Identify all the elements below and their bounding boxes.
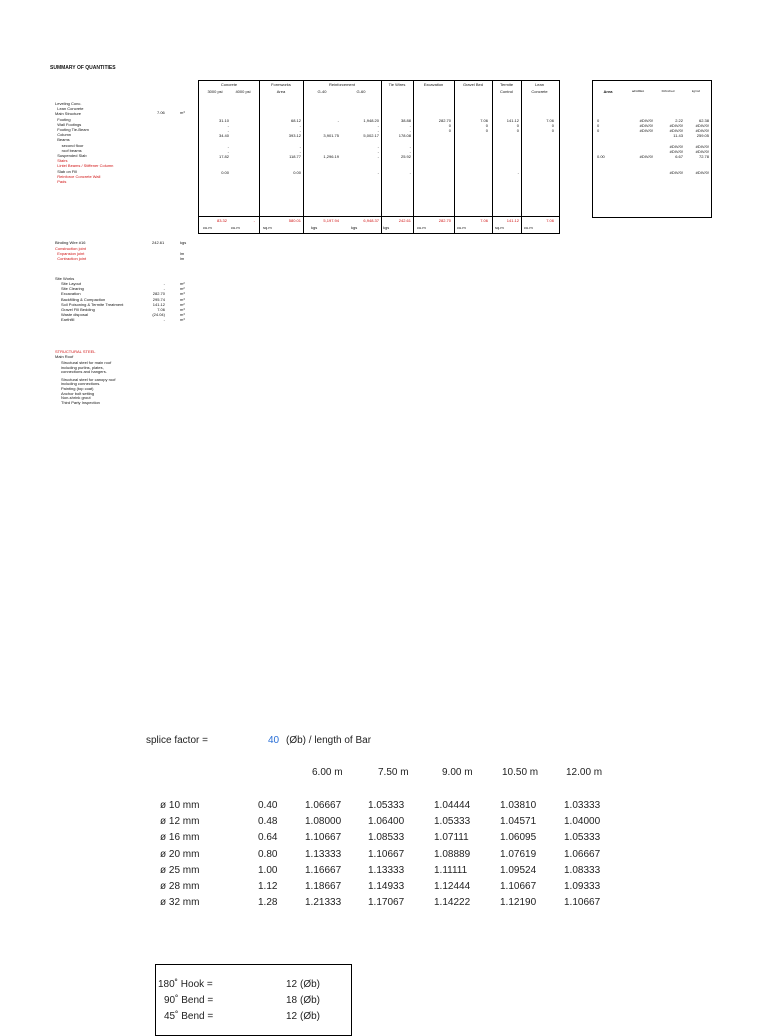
site-work-label: Site Layout xyxy=(61,281,82,286)
bar-diameter: ø 16 mm xyxy=(160,832,200,844)
bar-factor: 0.80 xyxy=(258,848,278,860)
side-header-kg: kg/m2 xyxy=(691,89,701,93)
bar-diameter: ø 25 mm xyxy=(160,864,200,876)
site-work-unit: m³ xyxy=(180,291,185,297)
splice-value: 1.03810 xyxy=(500,800,537,811)
splice-value: 1.06400 xyxy=(368,816,405,828)
table-cell: - xyxy=(337,117,339,123)
site-work-unit: m³ xyxy=(180,296,185,302)
site-work-value: 295.74 xyxy=(152,296,165,302)
total-lean: 7.06 xyxy=(546,218,554,223)
splice-value: 1.10667 xyxy=(500,881,537,892)
splice-length: 9.00 m xyxy=(442,767,473,778)
site-work-unit: m² xyxy=(180,281,185,286)
splice-value: 1.03333 xyxy=(564,800,601,811)
side-cell: #DIV/0! xyxy=(669,122,683,128)
splice-length: 12.00 m xyxy=(566,767,603,778)
header-gravel-bed: Gravel Bed xyxy=(462,82,483,87)
left-label: Reinforce Concrete Wall xyxy=(55,173,101,179)
side-header-ad: ad/AREA xyxy=(631,89,645,93)
bar-diameter: ø 20 mm xyxy=(160,848,200,860)
splice-value: 1.10667 xyxy=(368,848,405,860)
side-cell: 0 xyxy=(597,128,600,133)
splice-value: 1.17067 xyxy=(368,897,405,909)
summary-table xyxy=(198,80,560,234)
splice-value: 1.06095 xyxy=(500,832,537,844)
hook-box xyxy=(155,964,352,1036)
table-cell: - xyxy=(227,122,229,128)
splice-value: 1.07619 xyxy=(500,848,537,860)
splice-value: 1.08333 xyxy=(564,864,601,876)
total-unit-area: sq.m xyxy=(263,225,272,230)
splice-value: 1.18667 xyxy=(305,881,342,892)
splice-value: 1.06667 xyxy=(305,800,342,811)
table-cell: 1,948.20 xyxy=(363,117,379,123)
splice-factor: 40 xyxy=(268,735,280,746)
side-table xyxy=(592,80,712,218)
total-g60: 6,948.37 xyxy=(363,218,379,223)
site-work-unit: m² xyxy=(180,286,185,292)
side-cell: #DIV/0! xyxy=(639,117,653,123)
left-label: Leveling Conc. xyxy=(55,101,82,106)
joint-unit: lm xyxy=(180,251,185,257)
steel-sub: Main Roof xyxy=(55,354,74,359)
side-cell: #DIV/0! xyxy=(639,128,653,133)
site-work-unit: m³ xyxy=(180,317,185,323)
lean-value: 7.06 xyxy=(157,110,165,115)
splice-value: 1.04444 xyxy=(434,800,471,811)
table-cell: 0.00 xyxy=(293,169,301,175)
table-cell: 68.12 xyxy=(290,117,301,123)
site-works-title: Site Works xyxy=(55,276,75,281)
splice-value: 1.05333 xyxy=(368,800,405,811)
table-cell: 7.06 xyxy=(480,117,488,123)
side-cell: #DIV/0! xyxy=(695,128,709,133)
table-cell: - xyxy=(227,128,229,133)
site-work-label: Backfilling & Compaction xyxy=(61,296,106,302)
total-exc: 282.70 xyxy=(438,218,451,223)
table-cell: - xyxy=(409,143,411,149)
left-label: roof beams xyxy=(55,147,82,153)
side-cell: #DIV/0! xyxy=(669,143,683,149)
total-termite: 141.12 xyxy=(506,218,519,223)
total-c3000: 83.32 xyxy=(216,218,227,223)
header-excavation: Excavation xyxy=(423,82,444,87)
side-cell: 62.38 xyxy=(698,117,709,123)
total-tie: 242.61 xyxy=(398,218,411,223)
side-cell: #DIV/0! xyxy=(695,169,709,175)
splice-length: 10.50 m xyxy=(502,767,539,778)
steel-item: including purlins, plates, xyxy=(61,364,104,370)
steel-item: Structural steel for canopy roof xyxy=(61,376,116,382)
table-cell: 393.12 xyxy=(288,133,301,139)
total-unit-termite: sq.m xyxy=(495,225,504,230)
header-4000psi: 4000 psi xyxy=(235,89,251,94)
joint-label: Contraction joint xyxy=(55,256,87,262)
steel-item: Structural steel for main roof xyxy=(61,360,112,365)
left-label: Wall Footings xyxy=(55,121,82,127)
table-cell: 17.82 xyxy=(218,154,229,159)
splice-value: 1.11111 xyxy=(434,864,468,876)
side-header-area: Area xyxy=(603,89,613,94)
table-cell: 0.00 xyxy=(221,169,229,175)
total-unit-exc: cu.m xyxy=(417,225,426,230)
site-work-unit: m² xyxy=(180,301,185,307)
hook-label: 90˚ Bend = xyxy=(164,995,214,1006)
header-reinforcement: Reinforcement xyxy=(328,82,355,87)
hook-unit: (Øb) xyxy=(300,995,320,1006)
splice-value: 1.04571 xyxy=(500,816,537,828)
header-tie-wires: Tie Wires xyxy=(388,82,406,87)
hook-unit: (Øb) xyxy=(300,979,320,990)
table-cell: 141.12 xyxy=(506,117,519,123)
splice-length: 7.50 m xyxy=(378,767,409,778)
splice-value: 1.09524 xyxy=(500,864,537,876)
left-label: Footing Tie-Beam xyxy=(55,127,89,132)
total-unit-g40: kgs xyxy=(311,225,318,230)
total-c4000: - xyxy=(253,218,255,223)
left-label: Pads xyxy=(55,179,67,184)
splice-value: 1.10667 xyxy=(305,832,342,844)
splice-value: 1.04000 xyxy=(564,816,601,828)
table-cell: - xyxy=(377,143,379,149)
steel-item: Third Party Inspection xyxy=(61,399,100,405)
table-cell: - xyxy=(409,128,411,133)
table-cell: - xyxy=(377,148,379,154)
site-work-label: Site Clearing xyxy=(61,286,84,292)
total-unit-c3000: cu.m xyxy=(203,225,212,230)
table-cell: - xyxy=(409,148,411,154)
splice-value: 1.12444 xyxy=(434,881,471,892)
hook-value: 12 xyxy=(286,979,298,990)
lean-unit: m³ xyxy=(180,110,185,115)
splice-value: 1.09333 xyxy=(564,881,601,892)
site-work-label: Waste disposal xyxy=(61,312,88,318)
site-work-unit: m³ xyxy=(180,307,185,312)
site-work-value: - xyxy=(163,286,165,292)
bar-factor: 0.48 xyxy=(258,816,278,828)
table-cell: 0 xyxy=(516,122,519,128)
side-cell: #DIV/0! xyxy=(695,143,709,149)
table-cell: 0 xyxy=(485,128,488,133)
table-cell: 0 xyxy=(448,128,451,133)
left-label: Slab on Fill xyxy=(55,168,78,174)
splice-value: 1.13333 xyxy=(305,848,342,860)
table-cell: - xyxy=(409,169,411,175)
header-3000psi: 3000 psi xyxy=(207,89,223,94)
side-cell: #DIV/0! xyxy=(669,128,683,133)
bar-diameter: ø 10 mm xyxy=(160,800,200,811)
splice-value: 1.08533 xyxy=(368,832,405,844)
splice-value: 1.05333 xyxy=(564,832,601,844)
site-work-label: Excavation xyxy=(61,291,81,297)
left-label: Suspended Slab xyxy=(55,153,87,158)
side-cell: 72.78 xyxy=(698,154,709,159)
site-work-value: 282.70 xyxy=(152,291,165,297)
side-cell: #DIV/0! xyxy=(639,154,653,159)
hook-label: 45˚ Bend = xyxy=(164,1011,214,1022)
left-label: Lean Concrete xyxy=(55,106,84,112)
joint-unit: lm xyxy=(180,256,185,262)
binding-unit: kgs xyxy=(180,240,187,245)
left-label: Beams xyxy=(55,137,70,143)
steel-item: including connections. xyxy=(61,381,101,387)
steel-item: Non-shrink grout xyxy=(61,395,91,401)
site-work-value: - xyxy=(163,281,165,286)
joint-label: Construction joint xyxy=(55,246,86,251)
side-cell: 0 xyxy=(597,122,600,128)
joint-label: Expansion joint xyxy=(55,251,85,257)
splice-value: 1.13333 xyxy=(368,864,405,876)
splice-value: 1.10667 xyxy=(564,897,601,909)
left-label: Stairs xyxy=(55,158,68,164)
site-work-label: Earthfill xyxy=(61,317,75,323)
header-area: Area xyxy=(276,89,286,94)
site-work-unit: m³ xyxy=(180,312,185,318)
left-label: Main Structure xyxy=(55,111,82,117)
header-concrete: Concrete xyxy=(220,82,238,87)
table-cell: 0 xyxy=(516,128,519,133)
splice-value: 1.14222 xyxy=(434,897,471,909)
side-cell: #DIV/0! xyxy=(669,148,683,154)
left-label: second floor xyxy=(55,142,84,148)
table-cell: - xyxy=(299,128,301,133)
header-g60: G-60 xyxy=(356,89,366,94)
table-cell: - xyxy=(377,122,379,128)
bar-factor: 1.00 xyxy=(258,864,278,876)
header-termite: Termite xyxy=(499,82,514,87)
steel-item: Anchor bolt setting xyxy=(61,390,95,396)
table-cell: 0 xyxy=(551,122,554,128)
table-cell: 38.88 xyxy=(400,117,411,123)
splice-label: splice factor = xyxy=(146,735,208,746)
table-cell: - xyxy=(377,154,379,159)
splice-value: 1.08889 xyxy=(434,848,471,860)
steel-item: Painting (top coat) xyxy=(61,386,94,391)
table-cell: - xyxy=(377,169,379,175)
side-cell: 2.22 xyxy=(675,117,683,123)
binding-value: 242.61 xyxy=(152,240,165,245)
splice-rest: (Øb) / length of Bar xyxy=(286,735,372,746)
bar-factor: 0.40 xyxy=(258,800,278,811)
table-cell: - xyxy=(299,122,301,128)
side-cell: #DIV/0! xyxy=(639,122,653,128)
side-cell: 11.43 xyxy=(673,133,683,139)
splice-value: 1.16667 xyxy=(305,864,342,876)
table-cell: 5,002.17 xyxy=(363,133,379,139)
total-unit-c4000: cu.m xyxy=(231,225,240,230)
bar-diameter: ø 32 mm xyxy=(160,897,200,909)
header-control: Control xyxy=(500,89,513,94)
splice-value: 1.06667 xyxy=(564,848,601,860)
table-cell: 118.77 xyxy=(289,154,301,159)
table-cell: 3,901.75 xyxy=(323,133,339,139)
table-cell: - xyxy=(299,143,301,149)
splice-length: 6.00 m xyxy=(312,767,343,778)
side-header-fil: Fil/inched xyxy=(661,89,675,93)
bar-diameter: ø 28 mm xyxy=(160,881,200,892)
bar-factor: 0.64 xyxy=(258,832,278,844)
table-cell: 25.92 xyxy=(400,154,411,159)
table-cell: - xyxy=(517,169,519,175)
page-title: SUMMARY OF QUANTITIES xyxy=(50,65,116,71)
splice-value: 1.05333 xyxy=(434,816,471,828)
table-cell: 0 xyxy=(551,128,554,133)
side-cell: #DIV/0! xyxy=(695,148,709,154)
table-cell: - xyxy=(299,148,301,154)
table-cell: - xyxy=(227,143,229,149)
splice-value: 1.14933 xyxy=(368,881,405,892)
binding-label: Binding Wire #16 xyxy=(55,240,86,245)
side-cell: #DIV/0! xyxy=(669,169,683,175)
hook-unit: (Øb) xyxy=(300,1011,320,1022)
table-cell: - xyxy=(227,148,229,154)
total-gravel: 7.06 xyxy=(480,218,488,223)
table-cell: 1,296.19 xyxy=(323,154,339,159)
splice-value: 1.08000 xyxy=(305,816,342,828)
hook-label: 180˚ Hook = xyxy=(158,979,213,990)
splice-value: 1.12190 xyxy=(500,897,537,909)
table-cell: 0 xyxy=(448,122,451,128)
total-area: 580.01 xyxy=(288,218,301,223)
total-unit-gravel: cu.m xyxy=(457,225,466,230)
header-lean: Lean xyxy=(535,82,544,87)
table-cell: - xyxy=(409,122,411,128)
side-cell: 0.00 xyxy=(597,154,605,159)
total-g40: 5,197.94 xyxy=(323,218,339,223)
side-cell: 259.05 xyxy=(696,133,709,139)
hook-value: 12 xyxy=(286,1011,298,1022)
site-work-label: Gravel Fill Bedding xyxy=(61,307,95,312)
header-formworks: Formworks xyxy=(271,82,291,87)
steel-title: STRUCTURAL STEEL xyxy=(55,349,96,354)
site-work-value: (24.04) xyxy=(152,312,165,318)
hook-value: 18 xyxy=(286,995,298,1006)
header-g40: G-40 xyxy=(317,89,327,94)
table-cell: 7.06 xyxy=(546,117,554,123)
splice-value: 1.07111 xyxy=(434,832,469,844)
side-cell: 6.67 xyxy=(675,154,683,159)
site-work-value: 7.06 xyxy=(157,307,165,312)
site-work-value: - xyxy=(163,317,165,323)
totals-divider xyxy=(199,216,559,217)
steel-item: connections and hangers. xyxy=(61,369,107,375)
site-work-value: 141.12 xyxy=(152,301,165,307)
table-cell: 178.08 xyxy=(398,133,411,139)
table-cell: 34.40 xyxy=(218,133,229,139)
total-unit-tie: kgs xyxy=(383,225,390,230)
splice-value: 1.21333 xyxy=(305,897,342,909)
site-work-label: Soil Poisoning & Termite Treatment xyxy=(61,301,124,307)
left-label: Lintel Beams / Stiffener Column xyxy=(55,163,114,169)
table-cell: 0 xyxy=(485,122,488,128)
bar-factor: 1.28 xyxy=(258,897,278,909)
header-lean-concrete: Concrete xyxy=(531,89,548,94)
left-label: Column xyxy=(55,132,72,138)
table-cell: 282.70 xyxy=(438,117,451,123)
table-cell: 31.10 xyxy=(218,117,229,123)
bar-diameter: ø 12 mm xyxy=(160,816,200,828)
total-unit-g60: kgs xyxy=(351,225,358,230)
table-cell: - xyxy=(377,128,379,133)
bar-factor: 1.12 xyxy=(258,881,278,892)
side-cell: 0 xyxy=(597,117,600,123)
left-label: Footing xyxy=(55,116,71,122)
side-cell: #DIV/0! xyxy=(695,122,709,128)
total-unit-lean: cu.m xyxy=(524,225,533,230)
